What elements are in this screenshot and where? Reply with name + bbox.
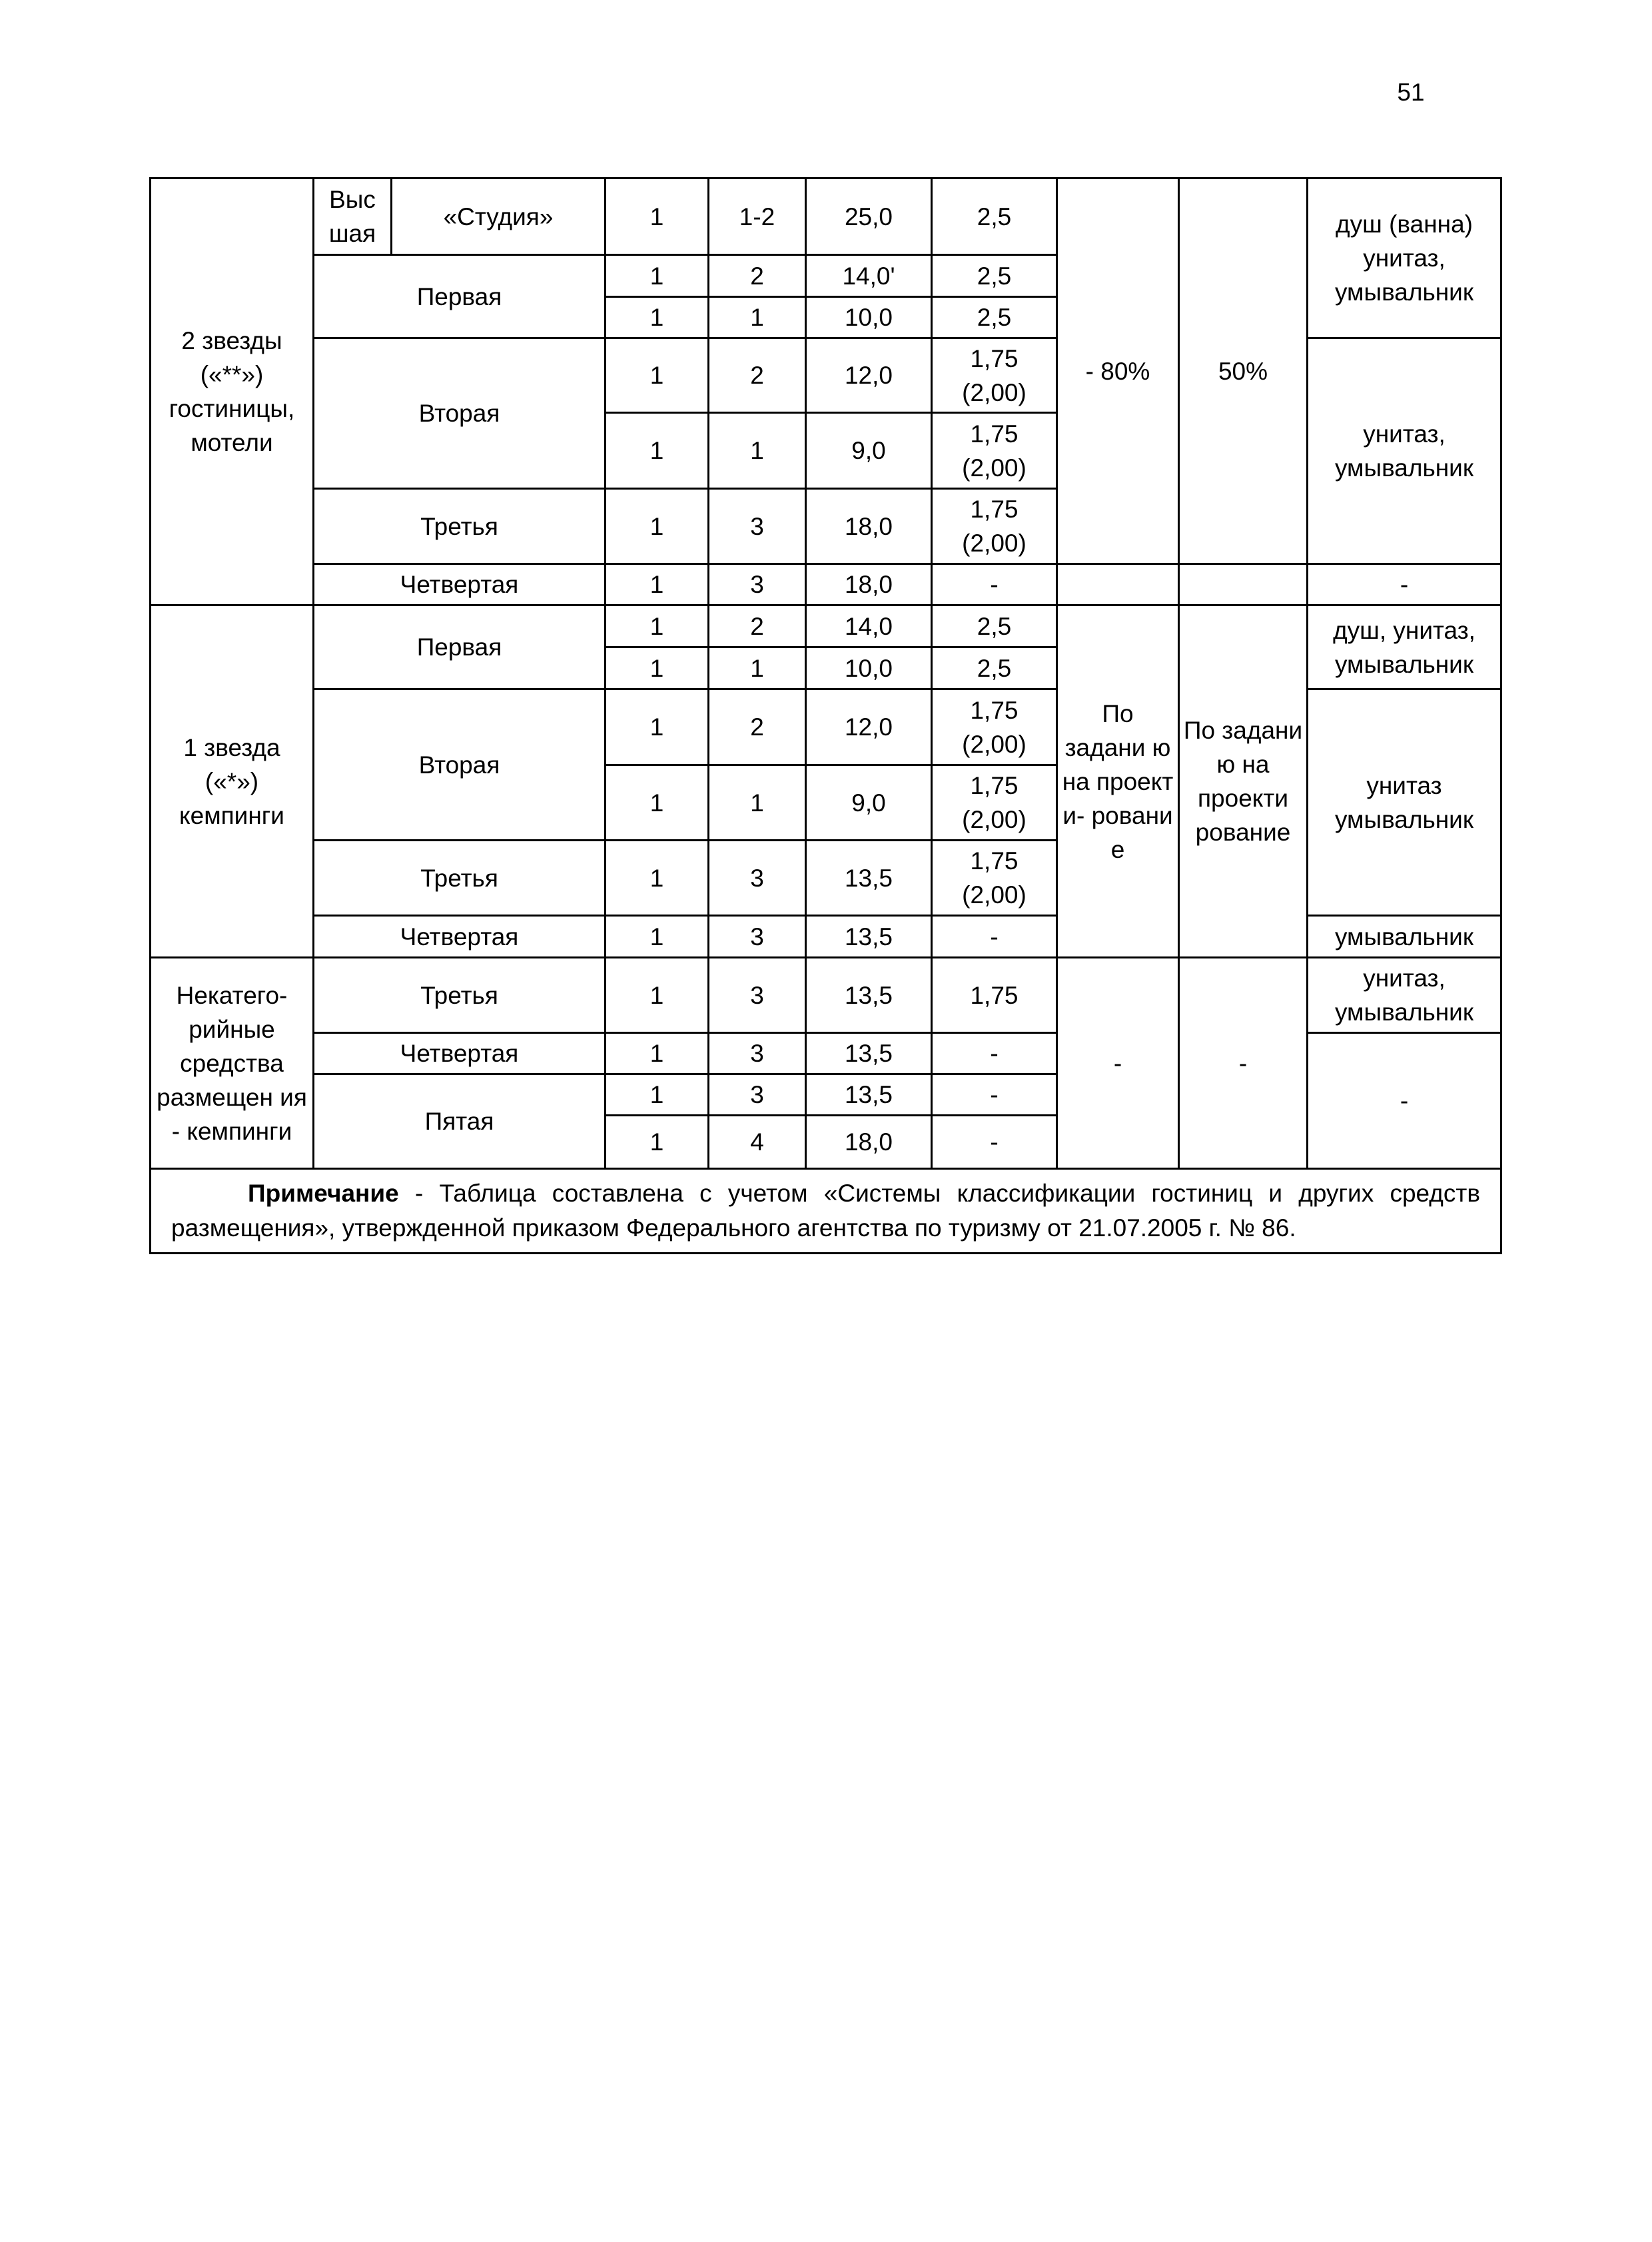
value-cell: 1 — [606, 647, 709, 689]
group-label: 2 звезды («**») гостиницы, мотели — [151, 179, 314, 605]
value-cell: 3 — [709, 1033, 806, 1074]
value-cell: 2,5 — [932, 297, 1057, 338]
value-cell: 1 — [606, 605, 709, 647]
percent-cell: - — [1179, 958, 1308, 1169]
value-cell: 4 — [709, 1116, 806, 1169]
category-cell: Четвертая — [314, 564, 606, 605]
category-cell: Четвертая — [314, 916, 606, 958]
value-cell: 1,75 (2,00) — [932, 338, 1057, 413]
value-cell: 25,0 — [806, 179, 932, 255]
value-cell: 13,5 — [806, 841, 932, 916]
value-cell: 14,0 — [806, 605, 932, 647]
equipment-cell: унитаз умывальник — [1308, 689, 1501, 916]
value-cell: 1 — [606, 1116, 709, 1169]
value-cell: 12,0 — [806, 689, 932, 765]
value-cell: 18,0 — [806, 1116, 932, 1169]
table-row — [151, 605, 1501, 647]
value-cell: 3 — [709, 1074, 806, 1116]
value-cell: 13,5 — [806, 958, 932, 1033]
category-cell: Третья — [314, 841, 606, 916]
value-cell: 1 — [606, 841, 709, 916]
value-cell: 3 — [709, 958, 806, 1033]
value-cell: 1 — [606, 1074, 709, 1116]
value-cell: 1,75 (2,00) — [932, 765, 1057, 841]
equipment-cell: - — [1308, 564, 1501, 605]
value-cell: 1 — [709, 765, 806, 841]
equipment-cell: - — [1308, 1033, 1501, 1169]
value-cell: 2 — [709, 605, 806, 647]
value-cell: 13,5 — [806, 916, 932, 958]
value-cell: 13,5 — [806, 1074, 932, 1116]
category-cell: Выс шая — [314, 179, 392, 255]
value-cell: 1 — [606, 689, 709, 765]
value-cell: 10,0 — [806, 297, 932, 338]
table-row — [151, 179, 1501, 255]
value-cell: 1 — [606, 489, 709, 564]
value-cell: 3 — [709, 564, 806, 605]
value-cell: 1 — [709, 413, 806, 489]
value-cell: 2,5 — [932, 255, 1057, 297]
value-cell: 2 — [709, 689, 806, 765]
value-cell: - — [932, 1116, 1057, 1169]
percent-cell: 50% — [1179, 179, 1308, 564]
value-cell: 1 — [606, 255, 709, 297]
category-cell: Четвертая — [314, 1033, 606, 1074]
value-cell: 1 — [709, 297, 806, 338]
value-cell: 18,0 — [806, 564, 932, 605]
value-cell: 1 — [606, 916, 709, 958]
category-cell: Третья — [314, 958, 606, 1033]
value-cell: 12,0 — [806, 338, 932, 413]
value-cell: 1 — [606, 1033, 709, 1074]
equipment-cell: душ, унитаз, умывальник — [1308, 605, 1501, 689]
value-cell: 1 — [709, 647, 806, 689]
value-cell: 1,75 (2,00) — [932, 413, 1057, 489]
value-cell: 9,0 — [806, 413, 932, 489]
empty-cell — [1057, 564, 1179, 605]
group-label: Некатего- рийные средства размещен ия - кемпинги — [151, 958, 314, 1169]
value-cell: 9,0 — [806, 765, 932, 841]
value-cell: - — [932, 1074, 1057, 1116]
value-cell: 1 — [606, 413, 709, 489]
value-cell: 1 — [606, 958, 709, 1033]
value-cell: 1,75 (2,00) — [932, 841, 1057, 916]
value-cell: 2,5 — [932, 605, 1057, 647]
equipment-cell: унитаз, умывальник — [1308, 338, 1501, 564]
equipment-cell: унитаз, умывальник — [1308, 958, 1501, 1033]
value-cell: 18,0 — [806, 489, 932, 564]
table-row — [151, 564, 1501, 605]
percent-cell: - — [1057, 958, 1179, 1169]
value-cell: 1-2 — [709, 179, 806, 255]
value-cell: 1,75 — [932, 958, 1057, 1033]
value-cell: 1 — [606, 179, 709, 255]
percent-cell: По задани ю на проект и- ровани е — [1057, 605, 1179, 958]
value-cell: 1 — [606, 297, 709, 338]
page-number: 51 — [1397, 79, 1425, 106]
category-cell: Пятая — [314, 1074, 606, 1169]
category-cell: Первая — [314, 255, 606, 338]
note-label: Примечание — [248, 1180, 399, 1207]
classification-table — [149, 177, 1502, 1254]
value-cell: 3 — [709, 916, 806, 958]
value-cell: 2 — [709, 338, 806, 413]
value-cell: 1 — [606, 765, 709, 841]
group-label: 1 звезда («*») кемпинги — [151, 605, 314, 958]
value-cell: - — [932, 1033, 1057, 1074]
value-cell: 2 — [709, 255, 806, 297]
value-cell: 3 — [709, 841, 806, 916]
table-row — [151, 958, 1501, 1033]
equipment-cell: душ (ванна) унитаз, умывальник — [1308, 179, 1501, 338]
value-cell: 2,5 — [932, 647, 1057, 689]
category-cell: Вторая — [314, 338, 606, 489]
category-cell: Первая — [314, 605, 606, 689]
value-cell: 3 — [709, 489, 806, 564]
empty-cell — [1179, 564, 1308, 605]
category-cell: Третья — [314, 489, 606, 564]
room-type-cell: «Студия» — [392, 179, 606, 255]
value-cell: 1 — [606, 338, 709, 413]
percent-cell: - 80% — [1057, 179, 1179, 564]
value-cell: 1,75 (2,00) — [932, 489, 1057, 564]
value-cell: - — [932, 916, 1057, 958]
value-cell: 1,75 (2,00) — [932, 689, 1057, 765]
table-row — [151, 1169, 1501, 1254]
category-cell: Вторая — [314, 689, 606, 841]
value-cell: 14,0' — [806, 255, 932, 297]
value-cell: 2,5 — [932, 179, 1057, 255]
value-cell: 1 — [606, 564, 709, 605]
percent-cell: По задани ю на проекти рование — [1179, 605, 1308, 958]
value-cell: 10,0 — [806, 647, 932, 689]
value-cell: 13,5 — [806, 1033, 932, 1074]
value-cell: - — [932, 564, 1057, 605]
table-note — [151, 1169, 1501, 1254]
equipment-cell: умывальник — [1308, 916, 1501, 958]
note-text: - Таблица составлена с учетом «Системы классификации гостиниц и других средств размещения», утвержденной приказом Федерального агентства по туризму от 21.07.2005 г. № 86. — [171, 1180, 1480, 1242]
